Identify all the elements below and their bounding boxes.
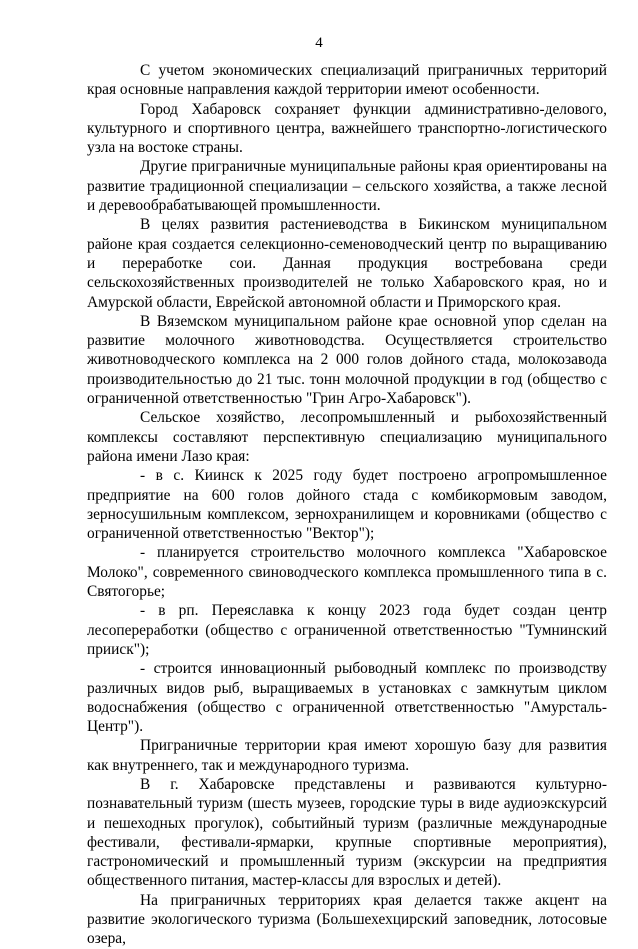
body-text <box>87 61 607 949</box>
paragraph: В г. Хабаровске представлены и развиваются культурно-познавательный туризм (шесть музеев, городские туры в виде аудиоэкскурсий и пешеходных прогулок), событийный туризм (различные международные фестивали, фестивали-ярмарки, крупные спортивные мероприятия), гастрономический и промышленный туризм (экскурсии на предприятия общественного питания, мастер-классы для взрослых и детей). <box>87 775 607 890</box>
list-item: - в рп. Переяславка к концу 2023 года будет создан центр лесопереработки (общество с ограниченной ответственностью "Тумнинский прииск"); <box>87 602 607 658</box>
paragraph: Приграничные территории края имеют хорошую базу для развития как внутреннего, так и международного туризма. <box>87 737 607 774</box>
paragraph: С учетом экономических специализаций приграничных территорий края основные направления каждой территории имеют особенности. <box>87 62 607 99</box>
paragraph: В целях развития растениеводства в Бикинском муниципальном районе края создается селекционно-семеноводческий центр по выращиванию и переработке сои. Данная продукция востребована среди сельскохозяйственных производителей не только Хабаровского края, но и Амурской области, Еврейской автономной области и Приморского края. <box>87 216 607 311</box>
paragraph: На приграничных территориях края делается также акцент на развитие экологического туризма (Большехехцирский заповедник, лотосовые озера, <box>87 891 607 948</box>
paragraph: Город Хабаровск сохраняет функции административно-делового, культурного и спортивного центра, важнейшего транспортно-логистического узла на востоке страны. <box>87 100 607 157</box>
paragraph: В Вяземском муниципальном районе крае основной упор сделан на развитие молочного животноводства. Осуществляется строительство животноводческого комплекса на 2 000 голов дойного стада, молокозавода производительностью до 21 тыс. тонн молочной продукции в год (общество с ограниченной ответственностью "Грин Агро-Хабаровск"). <box>87 312 607 408</box>
list-item: - в с. Киинск к 2025 году будет построено агропромышленное предприятие на 600 голов дойного стада с комбикормовым заводом, зерносушильным комплексом, зернохранилищем и коровниками (общество с ограниченной ответственностью "Вектор"); <box>87 467 607 543</box>
list-item: - строится инновационный рыбоводный комплекс по производству различных видов рыб, выращиваемых в установках с замкнутым циклом водоснабжения (общество с ограниченной ответственностью "Амурсталь-Центр"). <box>87 660 607 736</box>
paragraph: Сельское хозяйство, лесопромышленный и рыбохозяйственный комплексы составляют перспективную специализацию муниципального района имени Лазо края: <box>87 409 607 465</box>
paragraph: Другие приграничные муниципальные районы края ориентированы на развитие традиционной специализации – сельского хозяйства, а также лесной и деревообрабатывающей промышленности. <box>87 158 607 215</box>
list-item: - планируется строительство молочного комплекса "Хабаровское Молоко", современного свиноводческого комплекса промышленного типа в с. Святогорье; <box>87 544 607 601</box>
page-number: 4 <box>315 35 323 51</box>
